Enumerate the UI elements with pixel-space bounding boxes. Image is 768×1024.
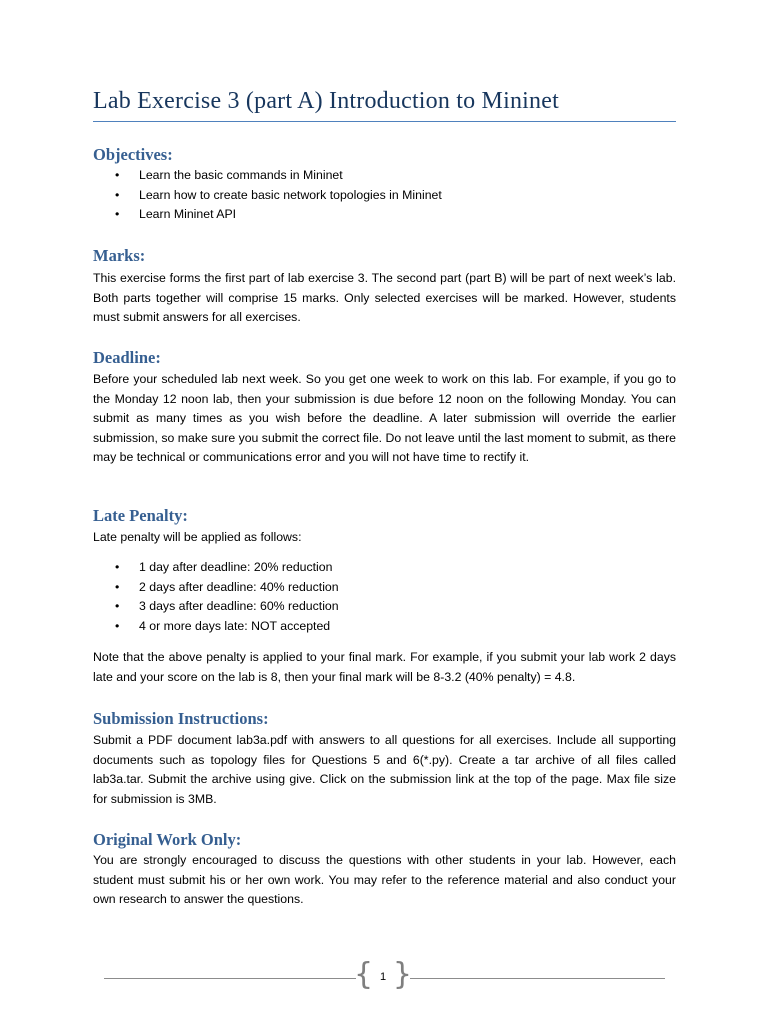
submission-heading: Submission Instructions: (93, 709, 269, 728)
footer-rule-left (104, 978, 356, 979)
bullet-icon: • (115, 187, 120, 202)
late-penalty-heading: Late Penalty: (93, 506, 188, 525)
marks-paragraph: This exercise forms the first part of lab exercise 3. The second part (part B) will be part of next week’s lab. Both parts together will comprise 15 marks. Only selected exercises will be marked. However, students must submit answers for all exercises. (93, 271, 676, 324)
bullet-icon: • (115, 618, 120, 633)
list-item: • Learn the basic commands in Mininet (93, 166, 442, 186)
title-underline (93, 121, 676, 122)
list-item: • 1 day after deadline: 20% reduction (93, 558, 339, 578)
page-number-label: 1 (379, 971, 387, 983)
marks-heading: Marks: (93, 246, 146, 265)
list-item: • 4 or more days late: NOT accepted (93, 617, 339, 637)
footer-rule-right (410, 978, 665, 979)
bullet-icon: • (115, 560, 120, 574)
late-penalty-intro: Late penalty will be applied as follows: (93, 530, 302, 544)
page-number (354, 957, 412, 993)
deadline-paragraph: Before your scheduled lab next week. So you get one week to work on this lab. For example, if you go to the Monday 12 noon lab, then your submission is due before 12 noon on the following Monday. You can submit as many times as you wish before the deadline. A later submission will override the earlier submission, so make sure you submit the correct file. Do not leave until the last moment to submit, as there may be technical or communications error and you will not have time to rectify it. (93, 372, 676, 464)
bullet-icon: • (115, 168, 120, 182)
left-brace-icon: { (354, 957, 374, 992)
bullet-icon: • (115, 207, 120, 221)
late-penalty-list (93, 558, 339, 636)
submission-paragraph: Submit a PDF document lab3a.pdf with answers to all questions for all exercises. Include all supporting documents such as topology files for Questions 5 and 6(*.py). Create a tar archive of all files called lab3a.tar. Submit the archive using give. Click on the submission link at the top of the page. Max file size for submission is 3MB. (93, 733, 676, 806)
list-item: • Learn Mininet API (93, 205, 442, 225)
page-title: Lab Exercise 3 (part A) Introduction to Mininet (93, 88, 559, 114)
objectives-heading: Objectives: (93, 145, 173, 164)
list-item: • 2 days after deadline: 40% reduction (93, 578, 339, 598)
late-penalty-note: Note that the above penalty is applied to your final mark. For example, if you submit your lab work 2 days late and your score on the lab is 8, then your final mark will be 8-3.2 (40% penalty) = 4.8. (93, 650, 676, 684)
bullet-icon: • (115, 599, 120, 613)
list-item: • Learn how to create basic network topologies in Mininet (93, 186, 442, 206)
right-brace-icon: } (392, 957, 412, 992)
deadline-heading: Deadline: (93, 348, 161, 367)
list-item: • 3 days after deadline: 60% reduction (93, 597, 339, 617)
objectives-list (93, 166, 442, 225)
original-work-paragraph: You are strongly encouraged to discuss the questions with other students in your lab. However, each student must submit his or her own work. You may refer to the reference material and also conduct your own research to answer the questions. (93, 853, 676, 906)
bullet-icon: • (115, 579, 120, 594)
original-work-heading: Original Work Only: (93, 830, 242, 849)
